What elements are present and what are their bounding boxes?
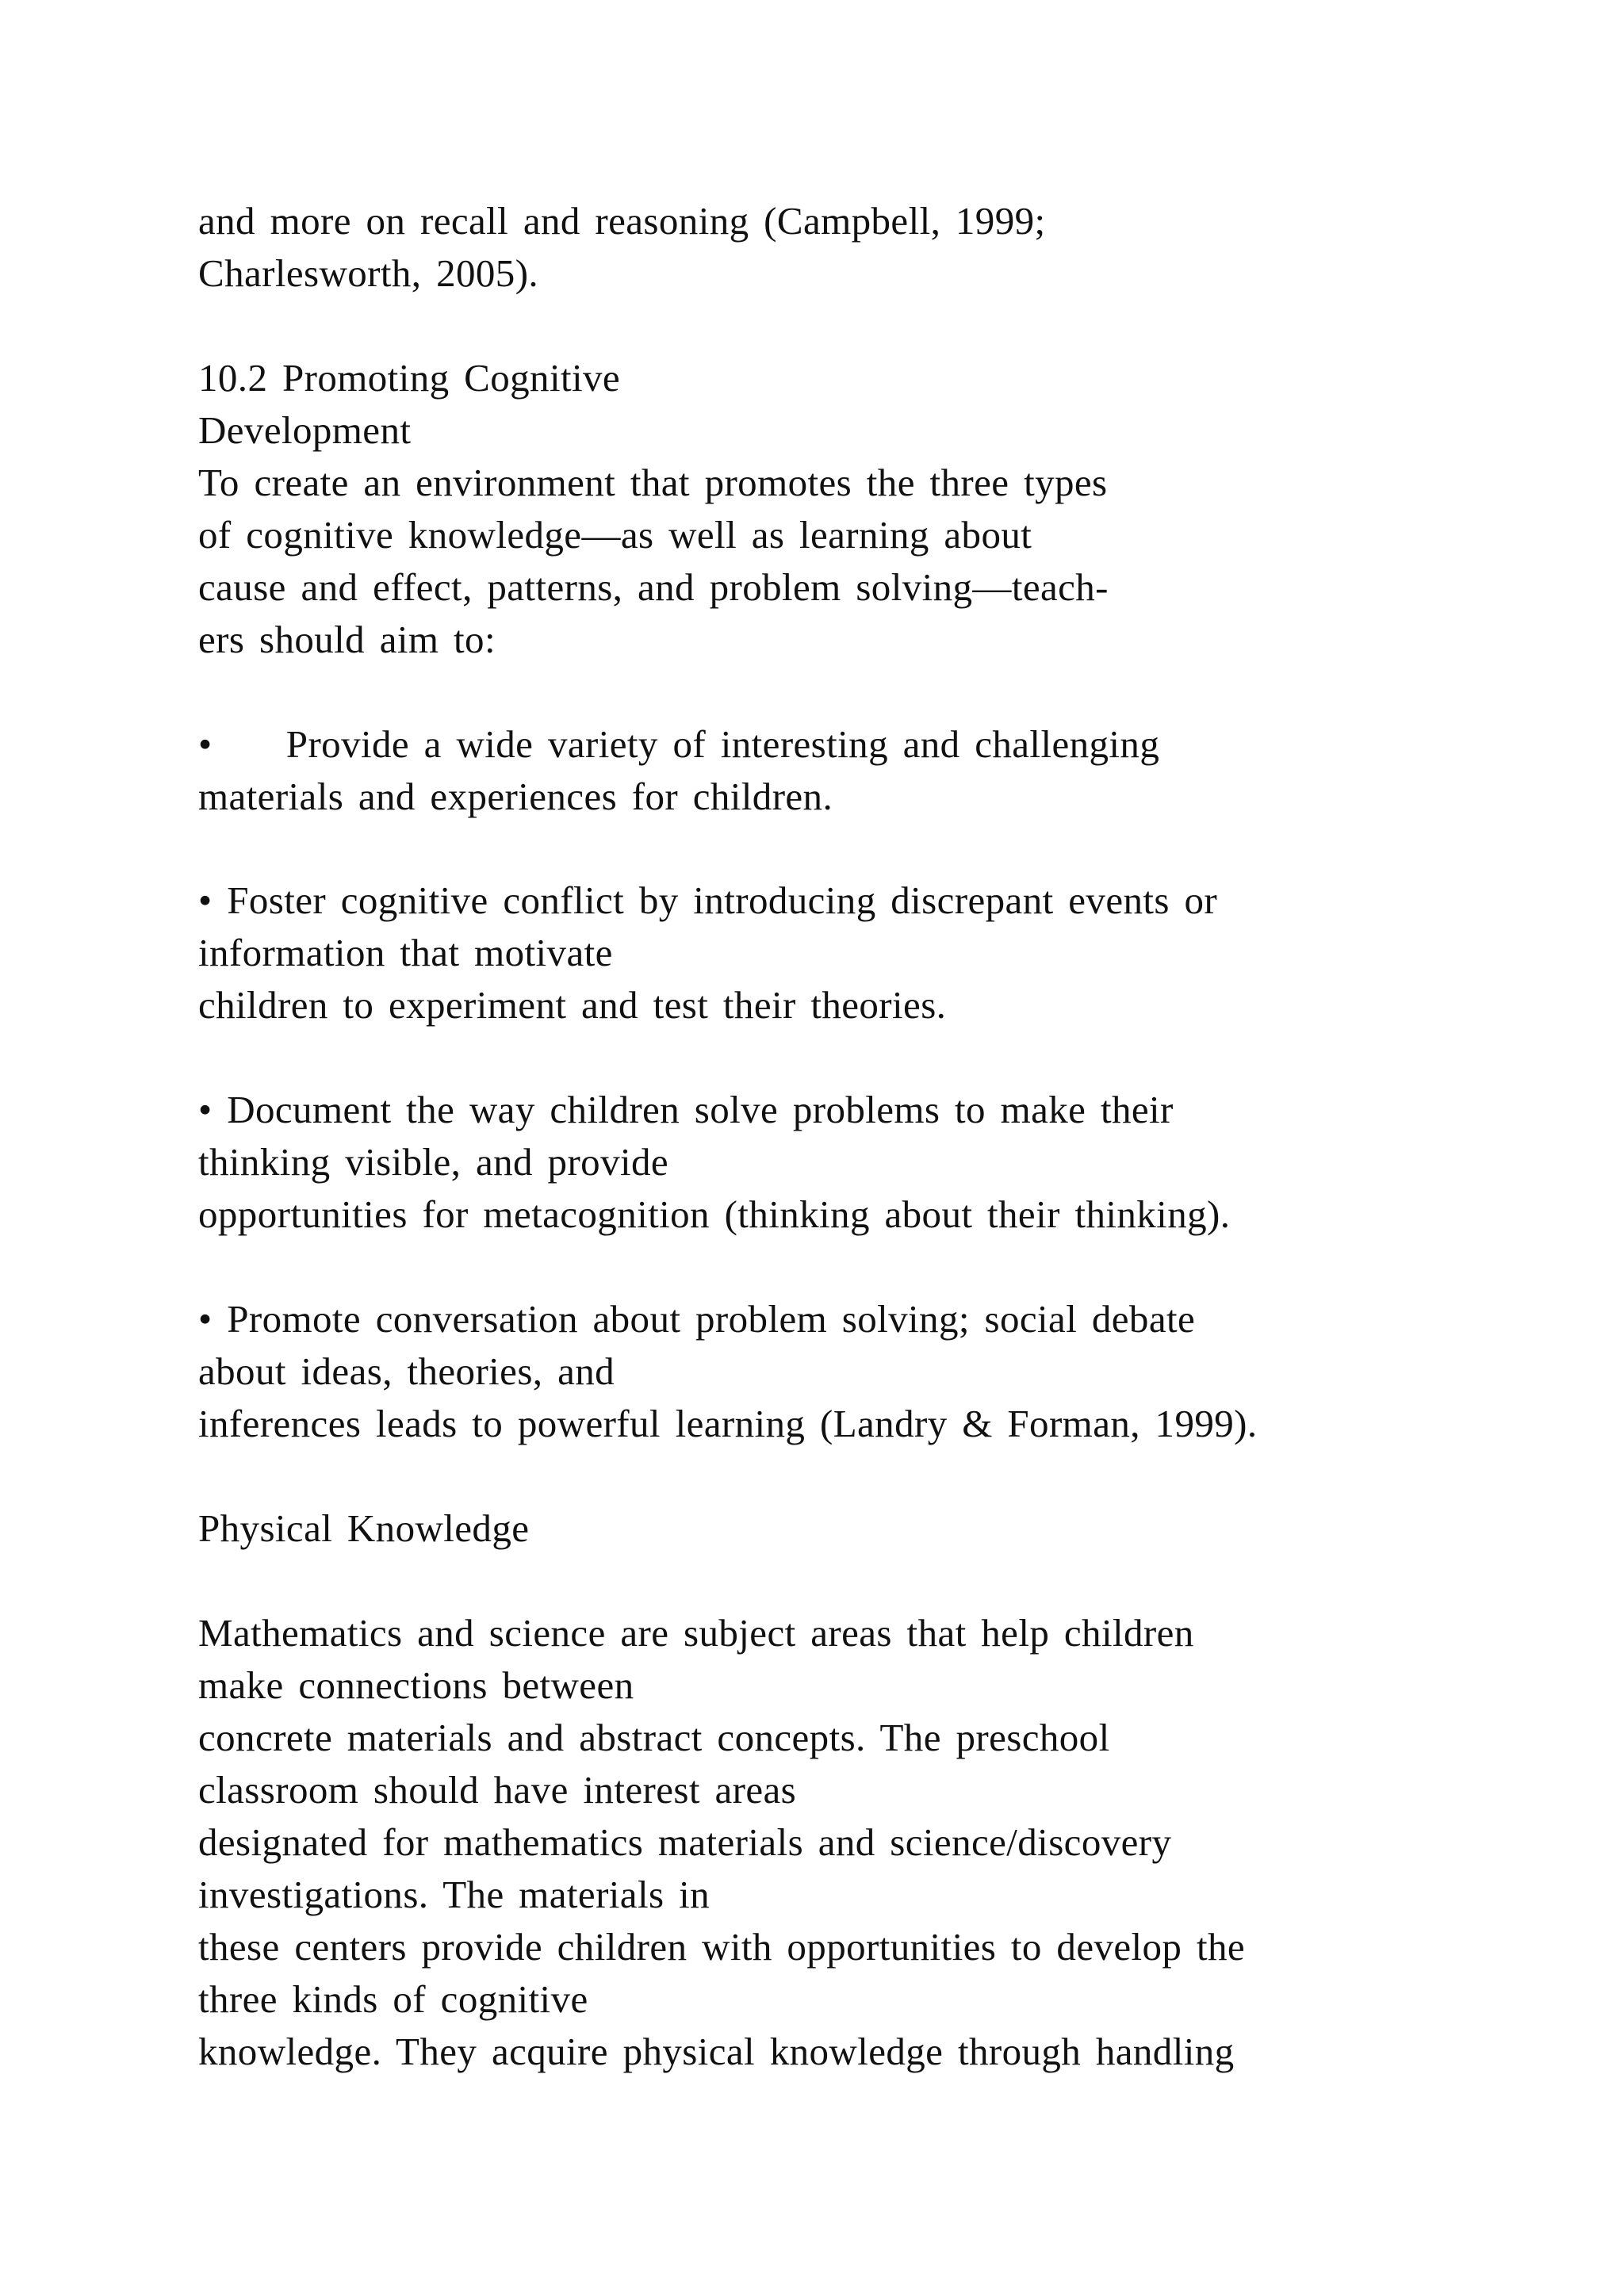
section-heading: Development [198,408,412,452]
bullet-item: • Promote conversation about problem solving; social debate [198,1297,1196,1341]
text-line: cause and effect, patterns, and problem solving—teach- [198,565,1109,609]
text-line: about ideas, theories, and [198,1349,615,1393]
text-line: information that motivate [198,931,613,974]
text-line: these centers provide children with opportunities to develop the [198,1925,1246,1969]
text-line: designated for mathematics materials and science/discovery [198,1820,1172,1864]
text-line: materials and experiences for children. [198,775,833,818]
text-line: Charlesworth, 2005). [198,251,539,295]
text-line: concrete materials and abstract concepts. The preschool [198,1716,1110,1759]
section-heading: 10.2 Promoting Cognitive [198,356,621,400]
text-line: of cognitive knowledge—as well as learning about [198,513,1032,557]
text-line: ers should aim to: [198,618,496,661]
text-line: make connections between [198,1663,634,1707]
text-line: knowledge. They acquire physical knowledge through handling [198,2030,1235,2073]
text-line: children to experiment and test their theories. [198,983,947,1027]
text-line: Mathematics and science are subject areas that help children [198,1611,1194,1655]
bullet-item: • Document the way children solve problems to make their [198,1088,1174,1131]
text-line: thinking visible, and provide [198,1140,669,1184]
text-line: inferences leads to powerful learning (Landry & Forman, 1999). [198,1402,1258,1445]
text-line: classroom should have interest areas [198,1768,797,1812]
bullet-item: • Foster cognitive conflict by introducing discrepant events or [198,878,1218,922]
bullet-item: • Provide a wide variety of interesting and challenging [198,722,1160,766]
text-line: opportunities for metacognition (thinking about their thinking). [198,1192,1231,1236]
text-line: three kinds of cognitive [198,1977,588,2021]
text-line: and more on recall and reasoning (Campbell, 1999; [198,199,1046,243]
section-heading: Physical Knowledge [198,1506,530,1550]
text-line: investigations. The materials in [198,1873,710,1916]
text-line: To create an environment that promotes the three types [198,461,1108,504]
